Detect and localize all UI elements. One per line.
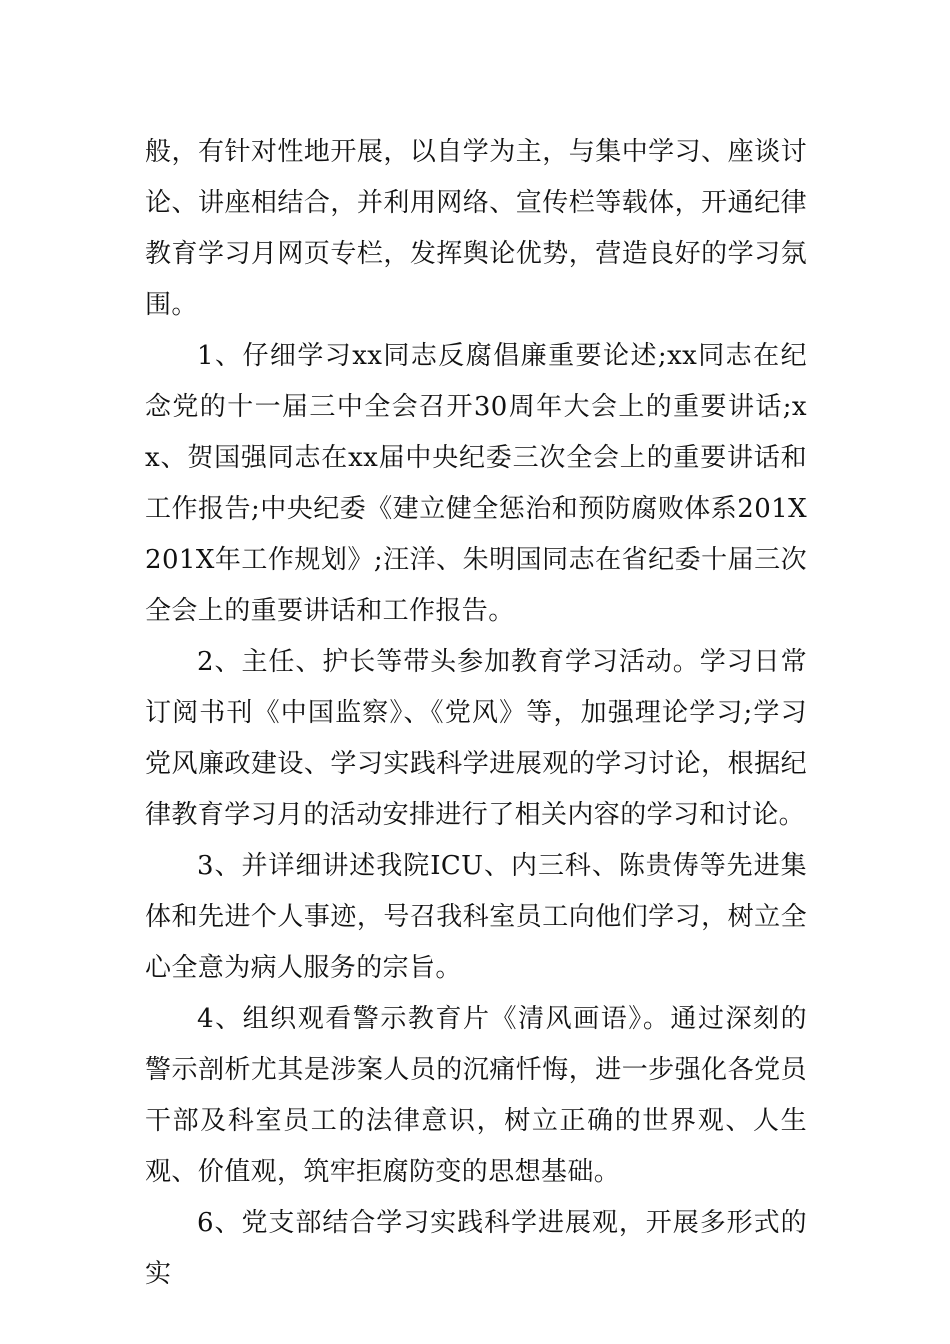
paragraph-item-3: 3、并详细讲述我院ICU、内三科、陈贵俦等先进集体和先进个人事迹，号召我科室员工向他们学习，树立全心全意为病人服务的宗旨。 — [145, 851, 807, 983]
paragraph-continuation: 般，有针对性地开展，以自学为主，与集中学习、座谈讨论、讲座相结合，并利用网络、宣传栏等载体，开通纪律教育学习月网页专栏，发挥舆论优势，营造良好的学习氛围。 — [145, 137, 807, 320]
paragraph-item-1: 1、仔细学习xx同志反腐倡廉重要论述;xx同志在纪念党的十一届三中全会召开30周年大会上的重要讲话;xx、贺国强同志在xx届中央纪委三次全会上的重要讲话和工作报告;中央纪委《建立健全惩治和预防腐败体系201X201X年工作规划》;汪洋、朱明国同志在省纪委十届三次全会上的重要讲话和工作报告。 — [145, 341, 807, 626]
document-body — [145, 127, 807, 1300]
paragraph-item-6: 6、党支部结合学习实践科学进展观，开展多形式的实 — [145, 1208, 807, 1289]
paragraph-item-4: 4、组织观看警示教育片《清风画语》。通过深刻的警示剖析尤其是涉案人员的沉痛忏悔，进一步强化各党员干部及科室员工的法律意识，树立正确的世界观、人生观、价值观，筑牢拒腐防变的思想基础。 — [145, 1004, 807, 1187]
paragraph-item-2: 2、主任、护长等带头参加教育学习活动。学习日常订阅书刊《中国监察》、《党风》等，加强理论学习;学习党风廉政建设、学习实践科学进展观的学习讨论，根据纪律教育学习月的活动安排进行了相关内容的学习和讨论。 — [145, 647, 807, 830]
